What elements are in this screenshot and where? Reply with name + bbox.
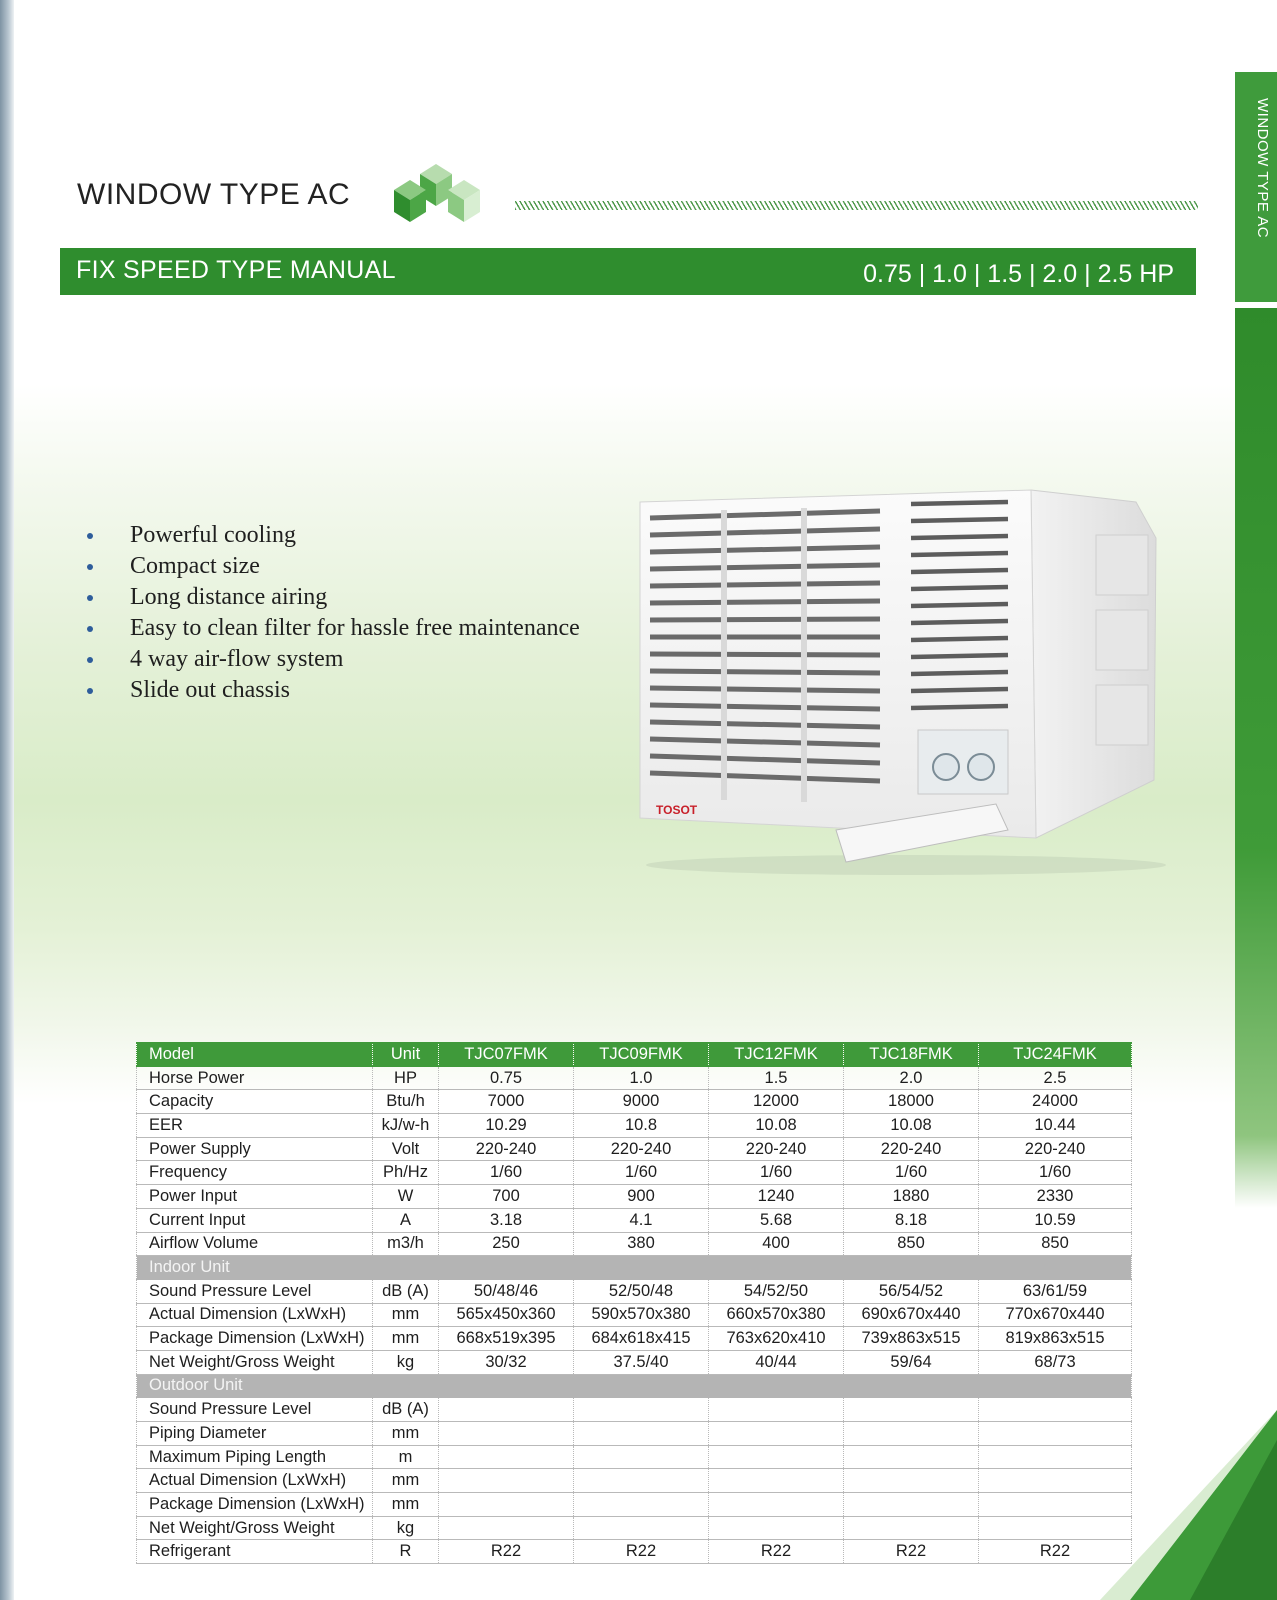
table-row <box>137 1350 1132 1374</box>
page-binding-edge <box>0 0 14 1600</box>
table-cell: TJC09FMK <box>574 1043 709 1067</box>
table-cell: 668x519x395 <box>439 1327 574 1351</box>
bullet-icon <box>87 533 93 539</box>
feature-text: Long distance airing <box>130 584 328 610</box>
table-cell: 68/73 <box>979 1350 1132 1374</box>
table-cell: 763x620x410 <box>709 1327 844 1351</box>
table-row <box>137 1279 1132 1303</box>
list-item <box>84 551 580 582</box>
table-cell <box>979 1516 1132 1540</box>
row-label: Airflow Volume <box>137 1232 373 1256</box>
table-row <box>137 1516 1132 1540</box>
table-cell: 819x863x515 <box>979 1327 1132 1351</box>
table-row <box>137 1114 1132 1138</box>
unit-cell: kJ/w-h <box>373 1114 439 1138</box>
specification-table <box>136 1042 1132 1564</box>
table-cell: 10.44 <box>979 1114 1132 1138</box>
decorative-hatch-line <box>515 201 1198 210</box>
unit-cell: m3/h <box>373 1232 439 1256</box>
table-row <box>137 1066 1132 1090</box>
brand-logo: TOSOT <box>656 803 698 817</box>
table-cell <box>844 1445 979 1469</box>
unit-cell: kg <box>373 1350 439 1374</box>
table-cell: 56/54/52 <box>844 1279 979 1303</box>
table-cell <box>844 1493 979 1517</box>
table-cell: 1240 <box>709 1185 844 1209</box>
row-label: Net Weight/Gross Weight <box>137 1350 373 1374</box>
table-cell: 2330 <box>979 1185 1132 1209</box>
feature-list <box>84 520 580 706</box>
table-cell: 52/50/48 <box>574 1279 709 1303</box>
table-cell <box>844 1398 979 1422</box>
unit-cell: mm <box>373 1493 439 1517</box>
row-label: Sound Pressure Level <box>137 1398 373 1422</box>
table-header-row <box>137 1043 1132 1067</box>
bullet-icon <box>87 657 93 663</box>
table-cell: 590x570x380 <box>574 1303 709 1327</box>
table-cell: 850 <box>979 1232 1132 1256</box>
unit-cell: mm <box>373 1469 439 1493</box>
table-row <box>137 1090 1132 1114</box>
feature-text: 4 way air-flow system <box>130 646 344 672</box>
table-cell <box>709 1493 844 1517</box>
table-cell: 690x670x440 <box>844 1303 979 1327</box>
list-item <box>84 675 580 706</box>
table-cell: 0.75 <box>439 1066 574 1090</box>
table-cell <box>574 1493 709 1517</box>
title-banner <box>60 248 1196 295</box>
list-item <box>84 644 580 675</box>
table-cell <box>979 1422 1132 1446</box>
table-cell: 1/60 <box>574 1161 709 1185</box>
table-cell: 660x570x380 <box>709 1303 844 1327</box>
unit-cell: Ph/Hz <box>373 1161 439 1185</box>
bullet-icon <box>87 564 93 570</box>
unit-cell: m <box>373 1445 439 1469</box>
table-cell: 30/32 <box>439 1350 574 1374</box>
indoor-unit-section-header <box>137 1256 1132 1280</box>
row-label: Power Supply <box>137 1137 373 1161</box>
unit-cell: Unit <box>373 1043 439 1067</box>
table-cell <box>439 1516 574 1540</box>
feature-text: Compact size <box>130 553 260 579</box>
table-row <box>137 1208 1132 1232</box>
bullet-icon <box>87 688 93 694</box>
table-cell: 24000 <box>979 1090 1132 1114</box>
table-cell <box>844 1469 979 1493</box>
list-item <box>84 613 580 644</box>
bullet-icon <box>87 626 93 632</box>
table-cell <box>979 1398 1132 1422</box>
table-row <box>137 1445 1132 1469</box>
unit-cell: mm <box>373 1303 439 1327</box>
table-cell: 7000 <box>439 1090 574 1114</box>
banner-subtitle: FIX SPEED TYPE MANUAL <box>76 256 396 284</box>
table-cell: 50/48/46 <box>439 1279 574 1303</box>
table-cell: 1/60 <box>979 1161 1132 1185</box>
table-cell: 4.1 <box>574 1208 709 1232</box>
table-cell: 1/60 <box>844 1161 979 1185</box>
table-row <box>137 1540 1132 1564</box>
unit-cell: HP <box>373 1066 439 1090</box>
table-cell: 8.18 <box>844 1208 979 1232</box>
feature-text: Powerful cooling <box>130 522 296 548</box>
row-label: Model <box>137 1043 373 1067</box>
unit-cell: mm <box>373 1422 439 1446</box>
table-cell: 12000 <box>709 1090 844 1114</box>
list-item <box>84 582 580 613</box>
table-cell: 565x450x360 <box>439 1303 574 1327</box>
table-cell <box>979 1469 1132 1493</box>
table-row <box>137 1161 1132 1185</box>
feature-text: Slide out chassis <box>130 677 290 703</box>
table-cell: 900 <box>574 1185 709 1209</box>
side-stripe <box>1235 308 1277 1208</box>
table-cell: 380 <box>574 1232 709 1256</box>
table-cell: 739x863x515 <box>844 1327 979 1351</box>
side-tab-label: WINDOW TYPE AC <box>1254 98 1271 239</box>
row-label: Horse Power <box>137 1066 373 1090</box>
table-cell: 220-240 <box>574 1137 709 1161</box>
row-label: Actual Dimension (LxWxH) <box>137 1469 373 1493</box>
table-cell <box>844 1422 979 1446</box>
row-label: Current Input <box>137 1208 373 1232</box>
table-cell: 10.59 <box>979 1208 1132 1232</box>
table-row <box>137 1469 1132 1493</box>
table-cell <box>844 1516 979 1540</box>
unit-cell: Volt <box>373 1137 439 1161</box>
table-row <box>137 1493 1132 1517</box>
table-cell: 220-240 <box>709 1137 844 1161</box>
table-row <box>137 1327 1132 1351</box>
bullet-icon <box>87 595 93 601</box>
row-label: Package Dimension (LxWxH) <box>137 1493 373 1517</box>
table-cell <box>439 1422 574 1446</box>
table-cell <box>574 1516 709 1540</box>
table-cell: TJC18FMK <box>844 1043 979 1067</box>
row-label: Power Input <box>137 1185 373 1209</box>
unit-cell: mm <box>373 1327 439 1351</box>
row-label: EER <box>137 1114 373 1138</box>
table-cell: 2.0 <box>844 1066 979 1090</box>
unit-cell: dB (A) <box>373 1398 439 1422</box>
outdoor-unit-section-header <box>137 1374 1132 1398</box>
table-cell: 10.29 <box>439 1114 574 1138</box>
table-cell: TJC24FMK <box>979 1043 1132 1067</box>
table-cell: R22 <box>709 1540 844 1564</box>
row-label: Sound Pressure Level <box>137 1279 373 1303</box>
table-cell <box>439 1469 574 1493</box>
table-cell: 220-240 <box>439 1137 574 1161</box>
banner-hp-range: 0.75 | 1.0 | 1.5 | 2.0 | 2.5 HP <box>863 260 1174 288</box>
row-label: Frequency <box>137 1161 373 1185</box>
table-cell: 1/60 <box>439 1161 574 1185</box>
table-cell: R22 <box>844 1540 979 1564</box>
feature-text: Easy to clean filter for hassle free maintenance <box>130 615 580 641</box>
table-cell: 400 <box>709 1232 844 1256</box>
table-row <box>137 1185 1132 1209</box>
table-cell: 9000 <box>574 1090 709 1114</box>
table-cell: TJC12FMK <box>709 1043 844 1067</box>
table-cell: 220-240 <box>844 1137 979 1161</box>
row-label: Refrigerant <box>137 1540 373 1564</box>
table-cell <box>439 1398 574 1422</box>
unit-cell: Btu/h <box>373 1090 439 1114</box>
table-cell: 3.18 <box>439 1208 574 1232</box>
table-cell: TJC07FMK <box>439 1043 574 1067</box>
table-cell: R22 <box>439 1540 574 1564</box>
table-cell: 850 <box>844 1232 979 1256</box>
table-cell <box>574 1469 709 1493</box>
section-label: Indoor Unit <box>137 1256 1132 1280</box>
list-item <box>84 520 580 551</box>
table-cell: 1.5 <box>709 1066 844 1090</box>
row-label: Package Dimension (LxWxH) <box>137 1327 373 1351</box>
table-cell <box>709 1445 844 1469</box>
row-label: Net Weight/Gross Weight <box>137 1516 373 1540</box>
table-cell: 10.08 <box>709 1114 844 1138</box>
table-cell: 2.5 <box>979 1066 1132 1090</box>
table-cell: 1/60 <box>709 1161 844 1185</box>
row-label: Maximum Piping Length <box>137 1445 373 1469</box>
row-label: Piping Diameter <box>137 1422 373 1446</box>
unit-cell: W <box>373 1185 439 1209</box>
table-cell: 700 <box>439 1185 574 1209</box>
table-cell: 59/64 <box>844 1350 979 1374</box>
row-label: Capacity <box>137 1090 373 1114</box>
table-cell: 1.0 <box>574 1066 709 1090</box>
table-cell <box>979 1445 1132 1469</box>
unit-cell: R <box>373 1540 439 1564</box>
page-title: WINDOW TYPE AC <box>77 178 351 211</box>
table-row <box>137 1232 1132 1256</box>
table-cell: 18000 <box>844 1090 979 1114</box>
table-row <box>137 1137 1132 1161</box>
table-cell <box>574 1422 709 1446</box>
section-label: Outdoor Unit <box>137 1374 1132 1398</box>
table-cell: R22 <box>574 1540 709 1564</box>
window-ac-unit-image <box>636 480 1176 880</box>
table-cell: 770x670x440 <box>979 1303 1132 1327</box>
table-row <box>137 1303 1132 1327</box>
table-cell: 250 <box>439 1232 574 1256</box>
table-row <box>137 1422 1132 1446</box>
table-cell: 1880 <box>844 1185 979 1209</box>
table-cell: 40/44 <box>709 1350 844 1374</box>
table-cell <box>709 1422 844 1446</box>
table-cell: 5.68 <box>709 1208 844 1232</box>
table-cell: 684x618x415 <box>574 1327 709 1351</box>
row-label: Actual Dimension (LxWxH) <box>137 1303 373 1327</box>
table-cell <box>439 1445 574 1469</box>
table-cell: 10.08 <box>844 1114 979 1138</box>
table-cell <box>439 1493 574 1517</box>
cube-logo-icon <box>392 160 482 228</box>
table-cell: 63/61/59 <box>979 1279 1132 1303</box>
table-cell: 220-240 <box>979 1137 1132 1161</box>
table-row <box>137 1398 1132 1422</box>
table-cell <box>574 1398 709 1422</box>
table-cell: R22 <box>979 1540 1132 1564</box>
unit-cell: dB (A) <box>373 1279 439 1303</box>
table-cell <box>709 1469 844 1493</box>
table-cell <box>574 1445 709 1469</box>
table-cell: 54/52/50 <box>709 1279 844 1303</box>
table-cell: 37.5/40 <box>574 1350 709 1374</box>
unit-cell: A <box>373 1208 439 1232</box>
table-cell <box>709 1398 844 1422</box>
table-cell <box>709 1516 844 1540</box>
unit-cell: kg <box>373 1516 439 1540</box>
table-cell: 10.8 <box>574 1114 709 1138</box>
table-cell <box>979 1493 1132 1517</box>
